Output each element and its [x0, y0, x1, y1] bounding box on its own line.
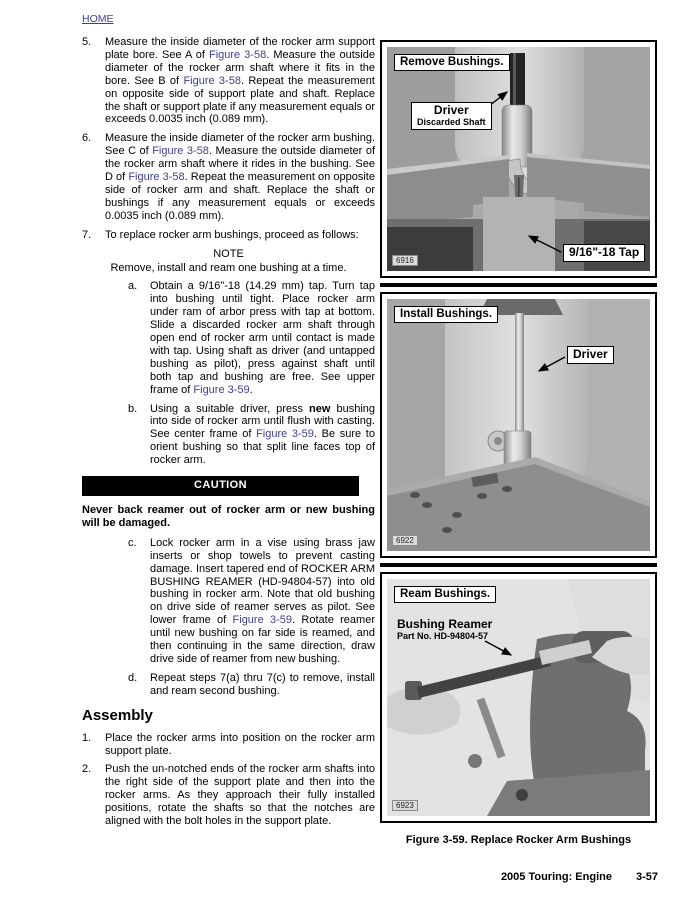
- substep-d: [128, 672, 375, 698]
- text-segment: Obtain a 9/16"-18 (14.29 mm) tap. Turn tap into bushing until tight. Place rocker arm under ram of arbor press with tap at bottom. Slide a discarded rocker arm shaft through open end of rocker arm until contact is made with tap. Using shaft as driver (and untapped bushing as pilot), press against shaft until both tap and bushing are free. See upper frame of: [150, 280, 375, 396]
- step-number: 6.: [82, 132, 92, 145]
- photo-id-badge: 6916: [392, 255, 418, 266]
- caution-text: Never back reamer out of rocker arm or new bushing will be damaged.: [82, 504, 375, 529]
- frame-title: Install Bushings.: [394, 306, 498, 323]
- substep-text: [150, 403, 375, 468]
- instructions-column: [82, 36, 375, 834]
- substep-c: [128, 537, 375, 666]
- callout-arrows: [387, 299, 650, 551]
- figure-link[interactable]: Figure 3-59: [232, 614, 293, 627]
- callout-driver: [567, 346, 614, 364]
- step-text: [105, 132, 375, 222]
- step-text: [105, 36, 375, 126]
- figure-frame-remove-bushings: [380, 40, 657, 278]
- step-text: [105, 763, 375, 828]
- text-segment: Push the un-notched ends of the rocker arm shafts into the right side of the support plate and then into the rocker arms. As they approach their fully installed positions, rotate the shafts so that the notches are aligned with the bolt holes in the support plate.: [105, 763, 375, 828]
- text-segment: . Repeat the measurement on opposite side of rocker arm and shaft. Replace the shaft or bushings if any measurement equals or exceeds 0.0035 inch (0.089 mm).: [105, 171, 375, 222]
- figure-link[interactable]: Figure 3-59: [193, 383, 250, 396]
- callout-bushing-reamer: [397, 618, 492, 641]
- step-6: [82, 132, 375, 222]
- home-link[interactable]: HOME: [82, 13, 114, 25]
- figure-link[interactable]: Figure 3-58: [152, 145, 209, 158]
- substep-text: [150, 280, 375, 396]
- figure-column: [380, 40, 657, 846]
- text-segment: . Measure the outside diameter of the rocker arm shaft where it fits in the bore. See B of: [105, 48, 375, 87]
- step-number: 1.: [82, 731, 92, 744]
- step-text: [105, 732, 375, 758]
- callout-label: Bushing Reamer: [397, 617, 493, 631]
- substep-a: [128, 280, 375, 396]
- figure-caption: Figure 3-59. Replace Rocker Arm Bushings: [405, 834, 632, 846]
- step-5: [82, 36, 375, 126]
- text-segment: . Be sure to orient bushing so that split line faces top of rocker arm.: [150, 428, 375, 467]
- text-segment: To replace rocker arm bushings, proceed as follows:: [105, 228, 359, 241]
- text-segment: Repeat steps 7(a) thru 7(c) to remove, install and ream second bushing.: [150, 671, 375, 697]
- assembly-step-2: [82, 763, 375, 828]
- callout-arrows: [387, 47, 650, 271]
- substep-letter: b.: [128, 402, 138, 415]
- bold-text: new: [309, 402, 331, 415]
- callout-label: Driver: [573, 347, 608, 361]
- photo-id-badge: 6922: [392, 535, 418, 546]
- callout-label: Driver: [433, 103, 469, 117]
- photo-remove-bushings: [387, 47, 650, 271]
- note-body: Remove, install and ream one bushing at a time.: [110, 261, 347, 274]
- figure-link[interactable]: Figure 3-59: [256, 428, 314, 441]
- frame-separator: [380, 283, 657, 287]
- frame-separator: [380, 563, 657, 567]
- step-number: 2.: [82, 763, 92, 776]
- step-number: 5.: [82, 36, 92, 48]
- page-footer: [501, 871, 658, 883]
- substep-text: [150, 672, 375, 698]
- figure-link[interactable]: Figure 3-58: [128, 171, 185, 184]
- figure-frame-install-bushings: [380, 292, 657, 558]
- text-segment: Place the rocker arms into position on the rocker arm support plate.: [105, 731, 375, 757]
- figure-link[interactable]: Figure 3-58: [183, 74, 241, 87]
- footer-section-title: 2005 Touring: Engine: [500, 871, 612, 883]
- step-number: 7.: [82, 228, 92, 241]
- text-segment: Lock rocker arm in a vise using brass jaw inserts or shop towels to prevent casting damage. Insert tapered end of ROCKER ARM BUSHING REAMER (HD-94804-57) into old bushing in rocker arm. Note that old bushing on drive side of reamer serves as pilot. See lower frame of: [150, 536, 375, 627]
- photo-ream-bushings: [387, 579, 650, 816]
- frame-title: Remove Bushings.: [394, 54, 510, 71]
- callout-tap: [563, 244, 645, 262]
- callout-sublabel: Part No. HD-94804-57: [397, 631, 489, 641]
- text-segment: Measure the inside diameter of the rocker arm support plate bore. See A of: [105, 36, 375, 61]
- assembly-heading: Assembly: [82, 706, 153, 724]
- step-text: [105, 229, 375, 242]
- text-segment: . Repeat the measurement on opposite side of support plate and shaft. Replace the shaft or support plate if any measurement equals or exceeds 0.0035 inch (0.089 mm).: [105, 74, 375, 126]
- text-segment: Measure the inside diameter of the rocker arm bushing. See C of: [105, 132, 375, 158]
- text-segment: .: [249, 383, 253, 396]
- photo-id-badge: 6923: [392, 800, 418, 811]
- note-heading: NOTE: [213, 247, 244, 260]
- photo-install-bushings: [387, 299, 650, 551]
- callout-driver-discarded-shaft: [411, 102, 492, 130]
- callout-sublabel: Discarded Shaft: [417, 117, 486, 127]
- text-segment: bushing into side of rocker arm until flush with casting. See center frame of: [150, 402, 375, 441]
- figure-frame-ream-bushings: [380, 572, 657, 823]
- text-segment: . Measure the outside diameter of the rocker arm shaft where it rides in the bushing. See D of: [105, 145, 375, 184]
- substep-letter: c.: [128, 536, 137, 549]
- callout-arrows: [387, 579, 650, 816]
- figure-link[interactable]: Figure 3-58: [209, 48, 267, 61]
- step-7: [82, 229, 375, 242]
- substep-b: [128, 403, 375, 468]
- substep-letter: a.: [128, 280, 138, 293]
- substep-letter: d.: [128, 671, 138, 684]
- frame-title: Ream Bushings.: [394, 586, 496, 603]
- assembly-step-1: [82, 732, 375, 758]
- substep-text: [150, 537, 375, 666]
- footer-page-number: 3-57: [635, 871, 658, 883]
- text-segment: Using a suitable driver, press: [150, 402, 310, 415]
- callout-label: 9/16"-18 Tap: [569, 245, 640, 259]
- text-segment: . Rotate reamer until new bushing on far side is reamed, and then continuing in the same direction, draw drive side of reamer from new bushing.: [150, 614, 375, 665]
- caution-banner: CAUTION: [82, 476, 359, 496]
